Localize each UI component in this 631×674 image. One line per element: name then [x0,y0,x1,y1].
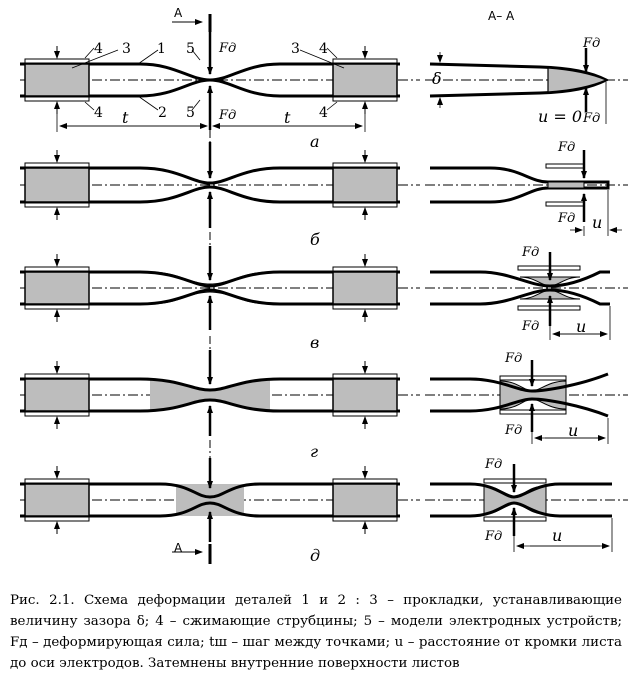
force-label-sec-v-bottom: Fд [522,319,540,334]
label-part-3b: 3 [291,41,300,57]
force-label-sec-b-top: Fд [558,140,576,155]
section-view-title: A– A [488,9,515,23]
force-label-sec-g-bottom: Fд [505,423,523,438]
label-part-4b: 4 [319,41,328,57]
pitch-label-right: t [284,108,291,127]
label-part-5b: 5 [186,105,195,121]
section-g [425,360,628,444]
stage-label-v: в [310,333,320,352]
stage-b [20,130,420,228]
force-label-a-top: Fд [219,41,237,56]
force-label-sec-b-bottom: Fд [558,211,576,226]
section-d [425,464,628,552]
label-part-4a: 4 [94,41,103,57]
force-label-a-bottom: Fд [219,108,237,123]
stage-d [20,440,420,564]
figure-caption: Рис. 2.1. Схема деформации деталей 1 и 2 : 3 – прокладки, устанавливающие величину зазора δ; 4 – сжимающие струбцины; 5 – модели электродных устройств; Fд – деформирующая сила; tш – шаг между точками; u – расстояние от кромки листа до оси электродов. Затемнены внутренние поверхности листов [10,593,622,671]
gap-label: δ [432,69,442,88]
stage-label-b: б [310,230,320,249]
label-part-5a: 5 [186,41,195,57]
spacer-left [25,64,89,96]
force-label-sec-a-bottom: Fд [583,111,601,126]
stage-label-d: д [310,546,321,565]
force-label-sec-a-top: Fд [583,36,601,51]
section-mark-bottom: A [174,541,183,555]
distance-zero-label: u = 0 [538,107,583,126]
label-part-3a: 3 [122,41,131,57]
stage-label-a: а [310,132,320,151]
stage-v [20,232,420,330]
force-label-sec-v-top: Fд [522,245,540,260]
section-mark-top: A [174,6,183,20]
stage-g [20,336,420,436]
distance-label-g: u [568,421,579,440]
distance-label-d: u [552,526,563,545]
pitch-label-left: t [122,108,129,127]
force-label-sec-d-bottom: Fд [485,529,503,544]
label-part-4d: 4 [319,105,328,121]
spacer-right [333,64,397,96]
stage-label-g: г [310,442,319,461]
label-part-4c: 4 [94,105,103,121]
force-label-sec-d-top: Fд [485,457,503,472]
distance-label-b: u [592,213,603,232]
label-part-1: 1 [157,41,166,57]
force-label-sec-g-top: Fд [505,351,523,366]
label-part-2: 2 [158,105,167,121]
distance-label-v: u [576,317,587,336]
